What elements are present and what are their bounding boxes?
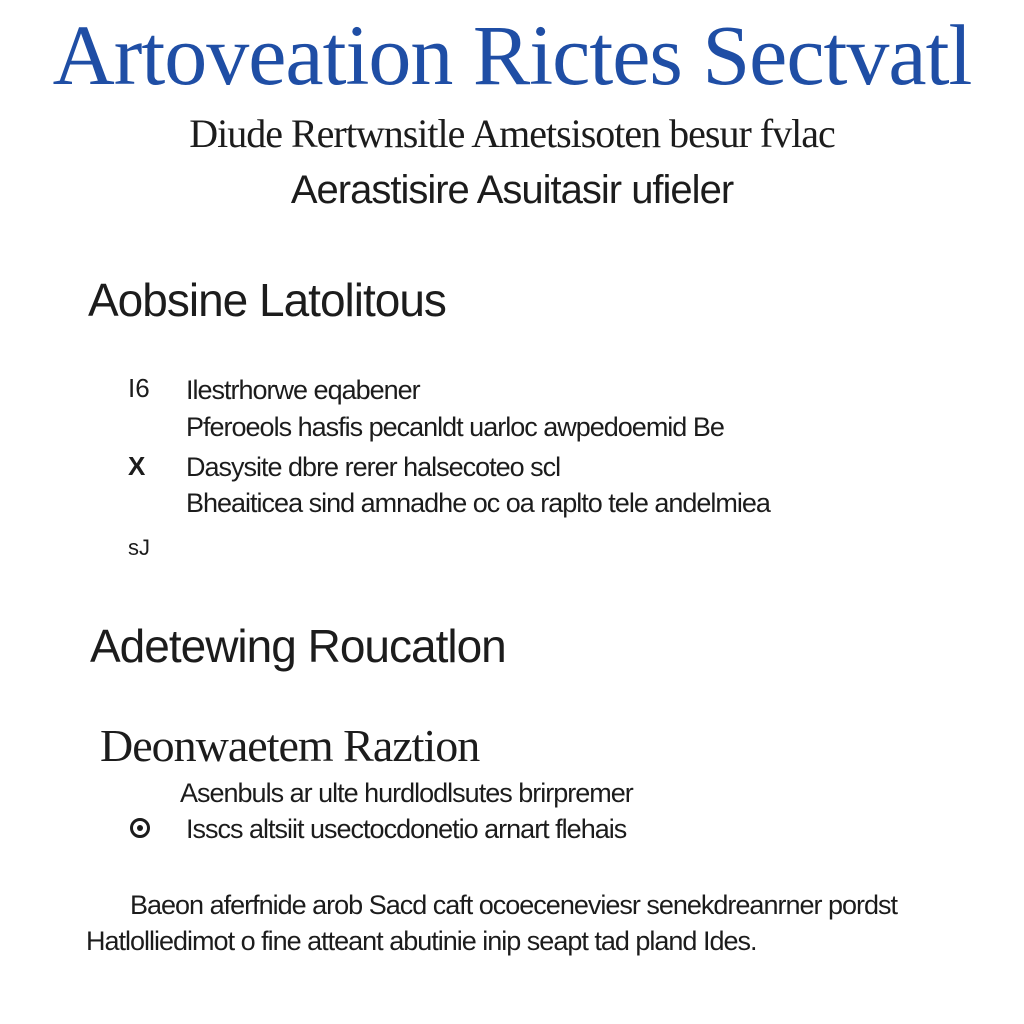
list-item-text: Ilestrhorwe eqabener	[186, 375, 420, 405]
list-item-text: Dasysite dbre rerer halsecoteo scl	[186, 452, 561, 482]
list-item-text: Pferoeols hasfis pecanldt uarloc awpedoemid Be	[186, 412, 724, 442]
list-marker: X	[128, 451, 146, 481]
list-marker: sJ	[128, 535, 150, 560]
radio-bullet-icon	[130, 818, 150, 838]
subtitle-line-1: Diude Rertwnsitle Ametsisoten besur fvlac	[189, 111, 835, 156]
closing-paragraph-line-2: Hatlolliedimot o fine atteant abutinie inip seapt tad pland Ides.	[86, 926, 757, 956]
list-marker: I6	[128, 373, 150, 403]
list-item-text: Bheaiticea sind amnadhe oc oa raplto tele andelmiea	[186, 488, 770, 518]
list-item-text: Asenbuls ar ulte hurdlodlsutes brirpremer	[180, 778, 633, 808]
section-1-heading: Aobsine Latolitous	[88, 274, 446, 326]
subtitle-line-2: Aerastisire Asuitasir ufieler	[290, 168, 734, 212]
list-item-text: Isscs altsiit usectocdonetio arnart flehais	[186, 814, 627, 844]
section-2-subheading: Deonwaetem Raztion	[100, 720, 480, 771]
document-title: Artoveation Rictes Sectvatl	[52, 7, 972, 103]
section-2-heading: Adetewing Roucatlon	[90, 620, 506, 672]
closing-paragraph-line-1: Baeon aferfnide arob Sacd caft ocoeceneviesr senekdreanrner pordst	[130, 890, 898, 920]
